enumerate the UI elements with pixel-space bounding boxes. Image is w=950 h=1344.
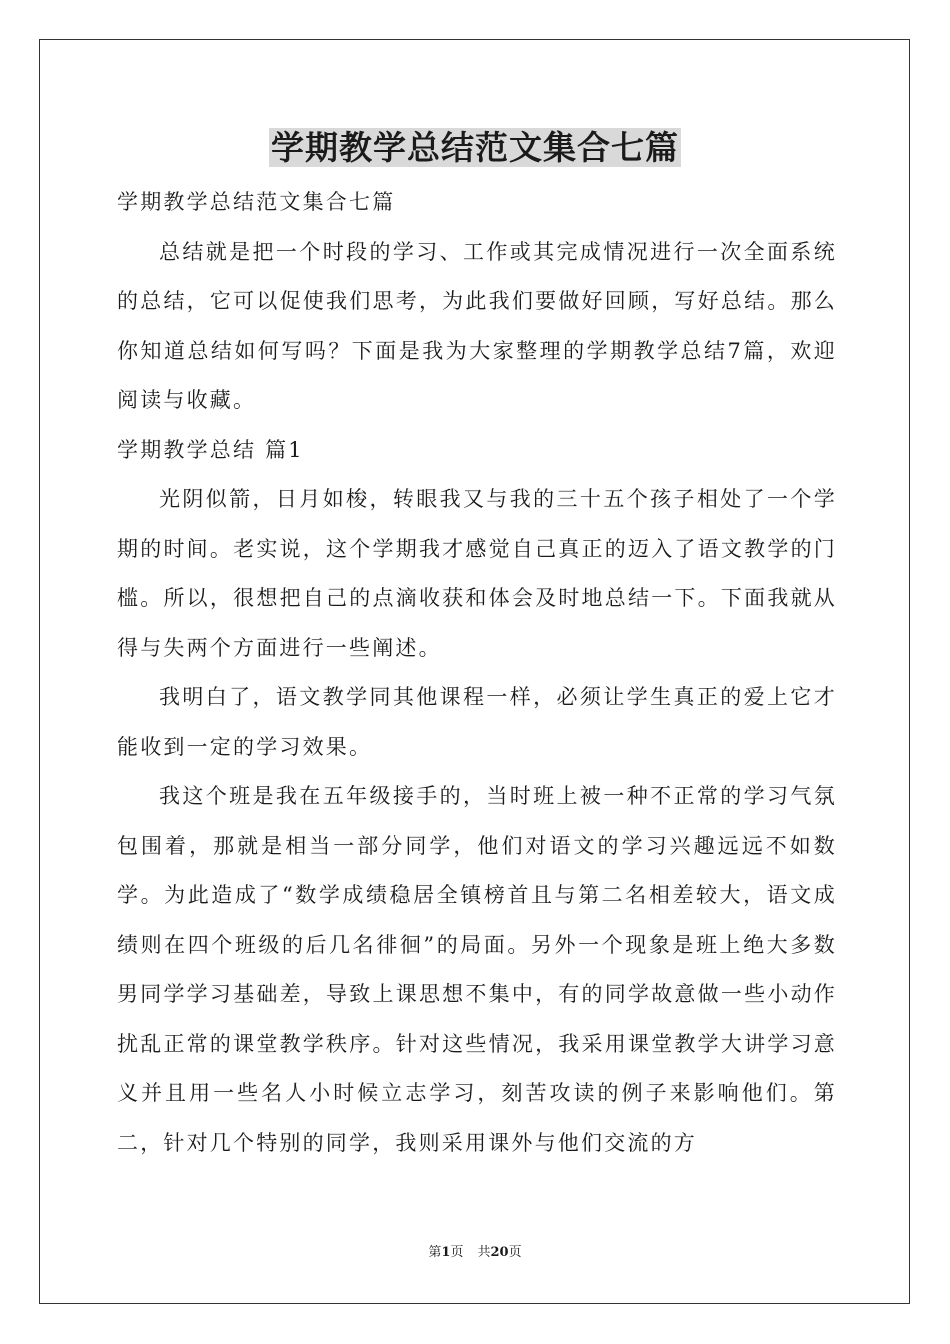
document-body <box>117 178 837 1168</box>
section-heading: 学期教学总结 篇1 <box>117 437 304 462</box>
document-title-text: 学期教学总结范文集合七篇 <box>271 128 679 167</box>
body-paragraph: 总结就是把一个时段的学习、工作或其完成情况进行一次全面系统的总结，它可以促使我们思考，为此我们要做好回顾，写好总结。那么你知道总结如何写吗？下面是我为大家整理的学期教学总结7篇，欢迎阅读与收藏。 <box>117 239 837 412</box>
document-title <box>0 124 950 172</box>
body-paragraph: 我这个班是我在五年级接手的，当时班上被一种不正常的学习气氛包围着，那就是相当一部分同学，他们对语文的学习兴趣远远不如数学。为此造成了“数学成绩稳居全镇榜首且与第二名相差较大，语文成绩则在四个班级的后几名徘徊”的局面。另外一个现象是班上绝大多数男同学学习基础差，导致上课思想不集中，有的同学故意做一些小动作扰乱正常的课堂教学秩序。针对这些情况，我采用课堂教学大讲学习意义并且用一些名人小时候立志学习，刻苦攻读的例子来影响他们。第二，针对几个特别的同学，我则采用课外与他们交流的方 <box>117 784 837 1155</box>
body-paragraph: 我明白了，语文教学同其他课程一样，必须让学生真正的爱上它才能收到一定的学习效果。 <box>117 685 837 759</box>
page-label-prefix: 第 <box>428 1245 442 1260</box>
page-footer <box>0 1243 950 1263</box>
page-label-suffix: 页 <box>450 1245 464 1260</box>
body-paragraph: 光阴似箭，日月如梭，转眼我又与我的三十五个孩子相处了一个学期的时间。老实说，这个学期我才感觉自己真正的迈入了语文教学的门槛。所以，很想把自己的点滴收获和体会及时地总结一下。下面我就从得与失两个方面进行一些阐述。 <box>117 487 837 660</box>
total-pages: 20 <box>490 1245 509 1260</box>
total-label-suffix: 页 <box>508 1245 522 1260</box>
total-label-prefix: 共 <box>477 1245 491 1260</box>
section-heading: 学期教学总结范文集合七篇 <box>117 190 396 214</box>
page-number: 1 <box>441 1245 451 1260</box>
